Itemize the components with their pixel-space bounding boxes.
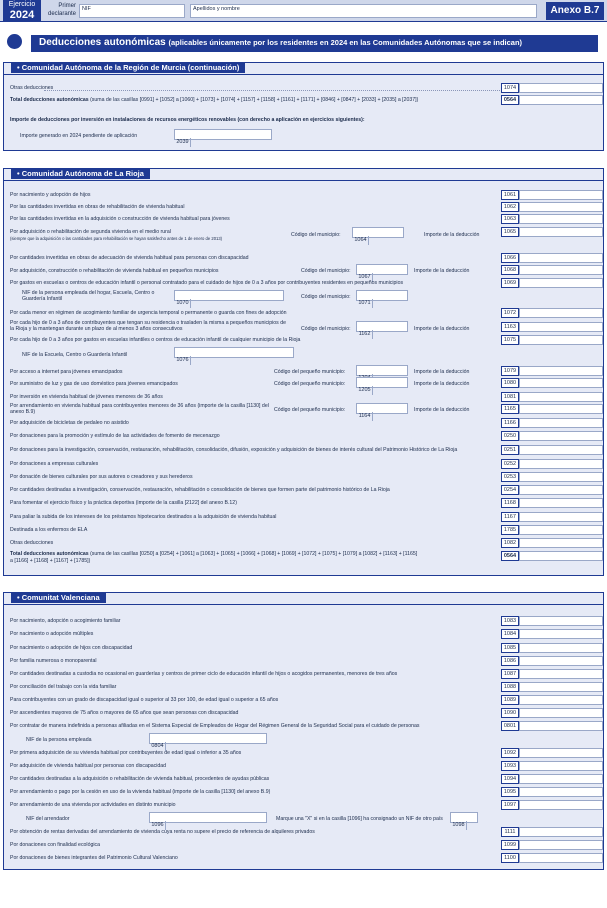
row-label: NIF de la Escuela, Centro o Guardería Infantil [22, 352, 128, 358]
amount-input[interactable] [519, 322, 603, 332]
amount-input[interactable] [519, 472, 603, 482]
total-row [10, 97, 418, 103]
row-label: Por inversión en vivienda habitual de jóvenes menores de 36 años [10, 394, 163, 400]
box-code: 1165 [501, 404, 519, 414]
row-label: Por las cantidades invertidas en obras de rehabilitación de vivienda habitual [10, 204, 185, 210]
page-title [31, 35, 598, 52]
cod-mun-input[interactable] [356, 264, 408, 280]
box-code: 0252 [501, 459, 519, 469]
amount-input[interactable] [519, 656, 603, 666]
box-code: 1079 [501, 366, 519, 376]
section-rioja [3, 168, 604, 576]
nif-input[interactable] [174, 347, 294, 363]
apellidos-label: Apellidos y nombre [193, 6, 240, 12]
bullet-icon [7, 34, 22, 49]
box-code: 1061 [501, 190, 519, 200]
section-title: • Comunitat Valenciana [11, 592, 106, 603]
row-label: Por donaciones a empresas culturales [10, 461, 99, 467]
box-code: 1084 [501, 629, 519, 639]
row-label: Por las cantidades invertidas en la adquisición o construcción de vivienda habitual para jóvenes [10, 216, 230, 222]
amount-input[interactable] [519, 404, 603, 414]
amount-input[interactable] [519, 253, 603, 263]
title-sub: (aplicables únicamente por los residentes en 2024 en las Comunidades Autónomas que se indican) [168, 38, 523, 47]
row-label: Otras deducciones [10, 540, 54, 546]
section-title-text: Comunidad Autónoma de La Rioja [21, 169, 144, 178]
box-code: 1785 [501, 525, 519, 535]
box-code: 1100 [501, 853, 519, 863]
row-label: Por donaciones con finalidad ecológica [10, 842, 100, 848]
amount-input[interactable] [519, 498, 603, 508]
row-label: Por familia numerosa o monoparental [10, 658, 97, 664]
box-code: 0250 [501, 431, 519, 441]
nif-input[interactable] [149, 812, 267, 828]
foreign-nif-checkbox[interactable] [450, 812, 478, 828]
row-label: Por donaciones para la investigación, conservación, restauración, rehabilitación, consolidación, difusión, exposición y adquisición de bienes de interés cultural del Patrimonio Histórico de La Rioja [10, 447, 458, 453]
box-code: 1080 [501, 378, 519, 388]
divider [4, 74, 603, 75]
imp-ded-label: Importe de la deducción [414, 369, 470, 375]
box-code: 1063 [501, 214, 519, 224]
row-label: Por adquisición, construcción o rehabilitación de vivienda habitual en pequeños municipios [10, 268, 219, 274]
imp-ded-label: Importe de la deducción [414, 381, 470, 387]
nif-label: NIF [82, 6, 91, 12]
title-main: Deducciones autonómicas [39, 37, 166, 48]
box-code: 1088 [501, 682, 519, 692]
cod-peq-label: Código del pequeño municipio: [274, 369, 346, 375]
box-code: 1166 [501, 418, 519, 428]
amount-input[interactable] [519, 202, 603, 212]
cod-mun-input[interactable] [352, 227, 404, 243]
row-label: Por contratar de manera indefinida a personas afiliadas en el Sistema Especial de Empleados de Hogar del Régimen General de la Seguridad Social para el cuidado de personas [10, 723, 420, 729]
box-code: 1163 [501, 322, 519, 332]
cod-mun-input[interactable] [356, 365, 408, 376]
section-murcia [3, 62, 604, 151]
total-row [10, 551, 417, 557]
amount-input[interactable] [519, 708, 603, 718]
amount-input[interactable] [519, 227, 603, 237]
row-label: Por cada hijo de 0 a 3 años de contribuyentes que tengan su residencia o trasladen la misma a pequeños municipios de la Rioja y la mantengan durante un plazo de al menos 3 años consecutivos [10, 320, 286, 332]
box-code: 1085 [501, 643, 519, 653]
row-label: Por conciliación del trabajo con la vida familiar [10, 684, 117, 690]
amount-input[interactable] [519, 190, 603, 200]
row-label: Por cada menor en régimen de acogimiento familiar de urgencia temporal o permanente o guarda con fines de adopción [10, 310, 287, 316]
row-label: Por nacimiento y adopción de hijos [10, 192, 91, 198]
amount-input[interactable] [519, 512, 603, 522]
section-title-text: Comunidad Autónoma de la Región de Murcia (continuación) [21, 63, 240, 72]
cod-peq-label: Código del pequeño municipio: [274, 407, 346, 413]
amount-input[interactable] [519, 366, 603, 376]
pend-input[interactable] [174, 129, 272, 145]
box-code: 0253 [501, 472, 519, 482]
row-label: Por arrendamiento o pago por la cesión en uso de la vivienda habitual (importe de la casilla [1130] del anexo B.9) [10, 789, 271, 795]
amount-input[interactable] [519, 721, 603, 731]
cod-mun-label: Código del municipio: [291, 232, 341, 238]
divider [4, 604, 603, 605]
cod-mun-input[interactable] [356, 321, 408, 337]
row-label: Por acceso a internet para jóvenes emancipados [10, 369, 123, 375]
box-code: 0564 [501, 551, 519, 561]
row-label: Por nacimiento o adopción múltiples [10, 631, 94, 637]
cod-mun-input[interactable] [356, 377, 408, 393]
row-label: Por primera adquisición de su vivienda habitual por contribuyentes de edad igual o inferior a 35 años [10, 750, 242, 756]
row-label: Por cantidades destinadas a la adquisición o rehabilitación de vivienda habitual, procedentes de ayudas públicas [10, 776, 270, 782]
amount-input[interactable] [519, 418, 603, 428]
row-label: Por cantidades destinadas a investigación, conservación, restauración, rehabilitación o consolidación de bienes que formen parte del patrimonio histórico de La Rioja [10, 487, 390, 493]
amount-input[interactable] [519, 827, 603, 837]
primer-declarante-label: Primer declarante [48, 3, 77, 17]
row-label: NIF de la persona empleada del hogar, Escuela, Centro o Guardería Infantil [22, 290, 155, 302]
row-label: Por donaciones de bienes integrantes del Patrimonio Cultural Valenciano [10, 855, 178, 861]
section-title: • Comunidad Autónoma de La Rioja [11, 168, 150, 179]
total-label: Total deducciones autonómicas [10, 97, 89, 103]
row-label: Para contribuyentes con un grado de discapacidad igual o superior al 33 por 100, de edad igual o superior a 65 años [10, 697, 279, 703]
amount-input[interactable] [519, 682, 603, 692]
row-label: Por nacimiento o adopción de hijos con discapacidad [10, 645, 133, 651]
box-code: 1068 [501, 265, 519, 275]
box-code: 2039 [175, 138, 191, 147]
pend-label: Importe generado en 2024 pendiente de aplicación [20, 133, 138, 139]
imp-ded-label: Importe de la deducción [424, 232, 480, 238]
box-code: 1066 [501, 253, 519, 263]
box-code: 1075 [501, 335, 519, 345]
amount-input[interactable] [519, 840, 603, 850]
ejercicio-label: Ejercicio [8, 1, 36, 8]
cod-mun-label: Código del municipio: [301, 268, 351, 274]
amount-input[interactable] [519, 800, 603, 810]
marque-label: Marque una "X" si en la casilla [1096] ha consignado un NIF de otro país [276, 816, 443, 822]
row-label: NIF del arrendador [26, 816, 70, 822]
box-code: 1096 [150, 821, 166, 830]
box-code: 1083 [501, 616, 519, 626]
box-code: 0804 [150, 742, 166, 751]
box-code: 1205 [357, 386, 373, 395]
amount-input[interactable] [519, 551, 603, 561]
anexo-badge: Anexo B.7 [546, 2, 604, 20]
nif-field[interactable] [79, 4, 185, 18]
amount-input[interactable] [519, 669, 603, 679]
box-code: 1089 [501, 695, 519, 705]
row-label: Por ascendientes mayores de 75 años o mayores de 65 años que sean personas con discapacidad [10, 710, 239, 716]
amount-input[interactable] [519, 853, 603, 863]
cod-mun-label: Código del municipio: [301, 294, 351, 300]
inv-heading: Importe de deducciones por inversión en instalaciones de recursos energéticos renovables (con derecho a aplicación en ejercicios siguientes): [10, 117, 365, 123]
row-label: Destinada a los enfermos de ELA [10, 527, 88, 533]
box-code: 1074 [501, 83, 519, 93]
amount-input[interactable] [519, 265, 603, 275]
amount-input[interactable] [519, 335, 603, 345]
row-label: Por adquisición de bicicletas de pedaleo no asistido [10, 420, 129, 426]
row-label: Por cada hijo de 0 a 3 años por gastos en escuelas infantiles o centros de educación infantil de cualquier municipio de la Rioja [10, 337, 301, 343]
box-code: 1090 [501, 708, 519, 718]
cod-mun-label: Código del municipio: [301, 326, 351, 332]
box-code: 1092 [501, 748, 519, 758]
amount-input[interactable] [519, 431, 603, 441]
section-title-text: Comunitat Valenciana [21, 593, 100, 602]
row-label: Otras deducciones [10, 85, 54, 91]
row-label: NIF de la persona empleada [26, 737, 92, 743]
amount-input[interactable] [519, 392, 603, 402]
apellidos-field[interactable] [190, 4, 537, 18]
amount-input[interactable] [519, 695, 603, 705]
imp-ded-label: Importe de la deducción [414, 268, 470, 274]
imp-ded-label: Importe de la deducción [414, 407, 470, 413]
amount-input[interactable] [519, 748, 603, 758]
row-label: Por donación de bienes culturales por sus autores o creadores y sus herederos [10, 474, 193, 480]
box-code: 0254 [501, 485, 519, 495]
row-label: Por cantidades invertidas en obras de adecuación de vivienda habitual para personas con discapacidad [10, 255, 249, 261]
box-code: 1064 [353, 236, 369, 245]
amount-input[interactable] [519, 485, 603, 495]
cod-mun-input[interactable] [356, 403, 408, 419]
box-code: 1094 [501, 774, 519, 784]
box-code: 0251 [501, 445, 519, 455]
box-code: 0564 [501, 95, 519, 105]
box-code: 1086 [501, 656, 519, 666]
box-code: 1069 [501, 278, 519, 288]
leader [44, 90, 532, 91]
amount-input[interactable] [519, 629, 603, 639]
amount-input[interactable] [519, 538, 603, 548]
imp-ded-label: Importe de la deducción [414, 326, 470, 332]
row-label: Para paliar la subida de los intereses de los préstamos hipotecarios destinados a la adquisición de vivienda habitual [10, 514, 277, 520]
box-code: 1095 [501, 787, 519, 797]
amount-input[interactable] [519, 95, 603, 105]
row-note: (siempre que la adquisición o las cantidades para rehabilitación se hayan satisfecho antes de 1 de enero de 2013) [10, 236, 223, 241]
total-formula-2: a [1166] + [1168] + [1167] + [1785]) [10, 558, 91, 564]
box-code: 1062 [501, 202, 519, 212]
box-code: 0801 [501, 721, 519, 731]
amount-input[interactable] [519, 459, 603, 469]
row-label: Para fomentar el ejercicio físico y la práctica deportiva (importe de la casilla [2122] del anexo B.12) [10, 500, 237, 506]
ejercicio-badge [3, 0, 41, 22]
box-code: 1097 [501, 800, 519, 810]
ejercicio-year: 2024 [9, 9, 35, 21]
amount-input[interactable] [519, 308, 603, 318]
row-label: Por obtención de rentas derivadas del arrendamiento de vivienda cuya renta no supere el precio de referencia de alquileres privados [10, 829, 315, 835]
row-label: Por arrendamiento en vivienda habitual para contribuyentes menores de 36 años (importe de la casilla [1130] del anexo B.9) [10, 403, 269, 415]
box-code: 1087 [501, 669, 519, 679]
box-code: 1067 [357, 273, 373, 282]
box-code: 1164 [357, 412, 373, 421]
box-code: 1081 [501, 392, 519, 402]
divider [4, 180, 603, 181]
amount-input[interactable] [519, 616, 603, 626]
box-code: 1099 [501, 840, 519, 850]
total-formula: (suma de las casillas [0991] + [1052] a [1060] + [1073] + [1074] + [1157] + [1158] + [1161] + [1171] + [0846] + [0847] + [2033] + [2035] a [2037]) [90, 97, 419, 103]
row-label: Por donaciones para la promoción y estímulo de las actividades de fomento de mecenazgo [10, 433, 220, 439]
box-code: 1093 [501, 761, 519, 771]
total-label: Total deducciones autonómicas [10, 551, 89, 557]
box-code: 1082 [501, 538, 519, 548]
box-code: 1072 [501, 308, 519, 318]
amount-input[interactable] [519, 761, 603, 771]
row-label: Por suministro de luz y gas de uso doméstico para jóvenes emancipados [10, 381, 178, 387]
amount-input[interactable] [519, 787, 603, 797]
cod-peq-label: Código del pequeño municipio: [274, 381, 346, 387]
row-label: Por adquisición de vivienda habitual por personas con discapacidad [10, 763, 167, 769]
row-label: Por adquisición o rehabilitación de segunda vivienda en el medio rural [10, 229, 171, 235]
box-code: 1162 [357, 330, 373, 339]
section-valencia [3, 592, 604, 870]
box-code: 1168 [501, 498, 519, 508]
row-label: Por cantidades destinadas a custodia no ocasional en guarderías y centros de primer ciclo de educación infantil de hijos o acogidos permanentes, menores de tres años [10, 671, 398, 677]
row-label: Por gastos en escuelas o centros de educación infantil o personal contratado para el cuidado de hijos de 0 a 3 años por contribuyentes residentes en pequeños municipios [10, 280, 404, 286]
amount-input[interactable] [519, 525, 603, 535]
form-header [0, 0, 607, 22]
amount-input[interactable] [519, 83, 603, 93]
box-code: 1076 [175, 356, 191, 365]
box-code: 1071 [357, 299, 373, 308]
box-code: 1111 [501, 827, 519, 837]
cod-mun-input[interactable] [356, 290, 408, 306]
amount-input[interactable] [519, 214, 603, 224]
nif-input[interactable] [174, 290, 284, 306]
row-label: Por arrendamiento de una vivienda por actividades en distinto municipio [10, 802, 176, 808]
box-code: 1070 [175, 299, 191, 308]
section-title: • Comunidad Autónoma de la Región de Murcia (continuación) [11, 62, 245, 73]
amount-input[interactable] [519, 774, 603, 784]
row-label: Por nacimiento, adopción o acogimiento familiar [10, 618, 121, 624]
amount-input[interactable] [519, 643, 603, 653]
box-code: 1167 [501, 512, 519, 522]
amount-input[interactable] [519, 445, 603, 455]
total-formula: (suma de las casillas [0250] a [0254] + [1061] a [1063] + [1065] + [1066] + [1068] + [1069] + [1072] + [1075] + [1079] a [1082] + [1163] + [1165] [90, 551, 418, 557]
box-code: 1098 [451, 821, 467, 830]
amount-input[interactable] [519, 278, 603, 288]
box-code: 1065 [501, 227, 519, 237]
nif-input[interactable] [149, 733, 267, 749]
amount-input[interactable] [519, 378, 603, 388]
